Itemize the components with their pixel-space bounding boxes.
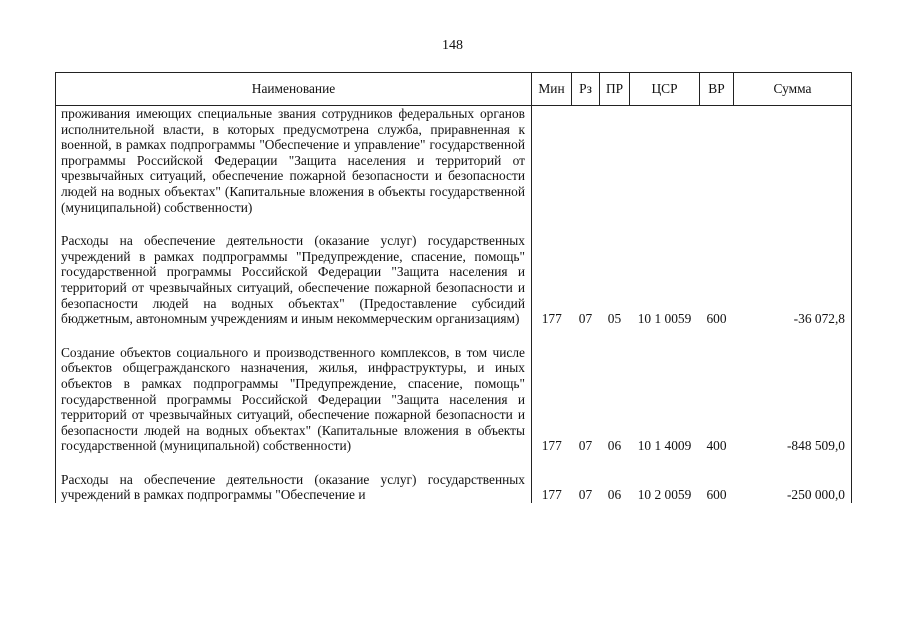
row-spacer bbox=[56, 215, 852, 233]
row-name: Создание объектов социального и производственного комплексов, в том числе объектов общегражданского назначения, жилья, инфраструктуры, и иных объектов в рамках подпрограммы "Предупреждение, спасение, помощь" государственной программы Российской Федерации "Защита населения и территорий от чрезвычайных ситуаций, обеспечение пожарной безопасности и безопасности людей на водных объектах" (Капитальные вложения в объекты государственной (муниципальной) собственности) bbox=[56, 345, 532, 454]
row-csr: 10 1 4009 bbox=[637, 438, 692, 454]
row-csr bbox=[630, 106, 700, 216]
row-sum bbox=[734, 106, 852, 216]
row-name: проживания имеющих специальные звания сотрудников федеральных органов исполнительной власти, в которых предусмотрена служба, приравненная к военной, в рамках подпрограммы "Обеспечение и управление" государственной программы Российской Федерации "Защита населения и территорий от чрезвычайных ситуаций, обеспечение пожарной безопасности и безопасности людей на водных объектах" (Капитальные вложения в объекты государственной (муниципальной) собственности) bbox=[56, 106, 532, 216]
row-name: Расходы на обеспечение деятельности (оказание услуг) государственных учреждений в рамках подпрограммы "Обеспечение и bbox=[56, 472, 532, 503]
header-sum: Сумма bbox=[734, 73, 852, 106]
header-csr: ЦСР bbox=[630, 73, 700, 106]
row-pr: 06 bbox=[607, 487, 622, 503]
row-min: 177 bbox=[541, 311, 562, 327]
row-spacer bbox=[56, 454, 852, 472]
row-name: Расходы на обеспечение деятельности (оказание услуг) государственных учреждений в рамках подпрограммы "Предупреждение, спасение, помощь" государственной программы Российской Федерации "Защита населения и территорий от чрезвычайных ситуаций, обеспечение пожарной безопасности и безопасности людей на водных объектах" (Предоставление субсидий бюджетным, автономным учреждениям и иным некоммерческим организациям) bbox=[56, 233, 532, 327]
row-pr bbox=[600, 106, 630, 216]
page-number: 148 bbox=[442, 38, 463, 53]
row-sum: -848 509,0 bbox=[734, 345, 852, 454]
row-vr bbox=[700, 106, 734, 216]
header-rz: Рз bbox=[572, 73, 600, 106]
row-vr: 600 bbox=[706, 487, 727, 503]
header-vr: ВР bbox=[700, 73, 734, 106]
row-vr: 600 bbox=[706, 311, 727, 327]
row-csr: 10 2 0059 bbox=[637, 487, 692, 503]
header-name: Наименование bbox=[56, 73, 532, 106]
row-pr: 05 bbox=[607, 311, 622, 327]
row-min: 177 bbox=[541, 438, 562, 454]
row-min bbox=[532, 106, 572, 216]
row-min: 177 bbox=[541, 487, 562, 503]
budget-table bbox=[55, 72, 852, 503]
row-vr: 400 bbox=[706, 438, 727, 454]
row-pr: 06 bbox=[607, 438, 622, 454]
row-spacer bbox=[56, 327, 852, 345]
row-sum: -250 000,0 bbox=[734, 472, 852, 503]
table-row bbox=[56, 233, 852, 327]
header-min: Мин bbox=[532, 73, 572, 106]
row-rz: 07 bbox=[578, 487, 593, 503]
row-csr: 10 1 0059 bbox=[637, 311, 692, 327]
table-row bbox=[56, 472, 852, 503]
row-rz: 07 bbox=[578, 311, 593, 327]
table-row bbox=[56, 345, 852, 454]
row-rz bbox=[572, 106, 600, 216]
table-header-row bbox=[56, 73, 852, 106]
row-sum: -36 072,8 bbox=[734, 233, 852, 327]
row-rz: 07 bbox=[578, 438, 593, 454]
header-pr: ПР bbox=[600, 73, 630, 106]
table-row bbox=[56, 106, 852, 216]
